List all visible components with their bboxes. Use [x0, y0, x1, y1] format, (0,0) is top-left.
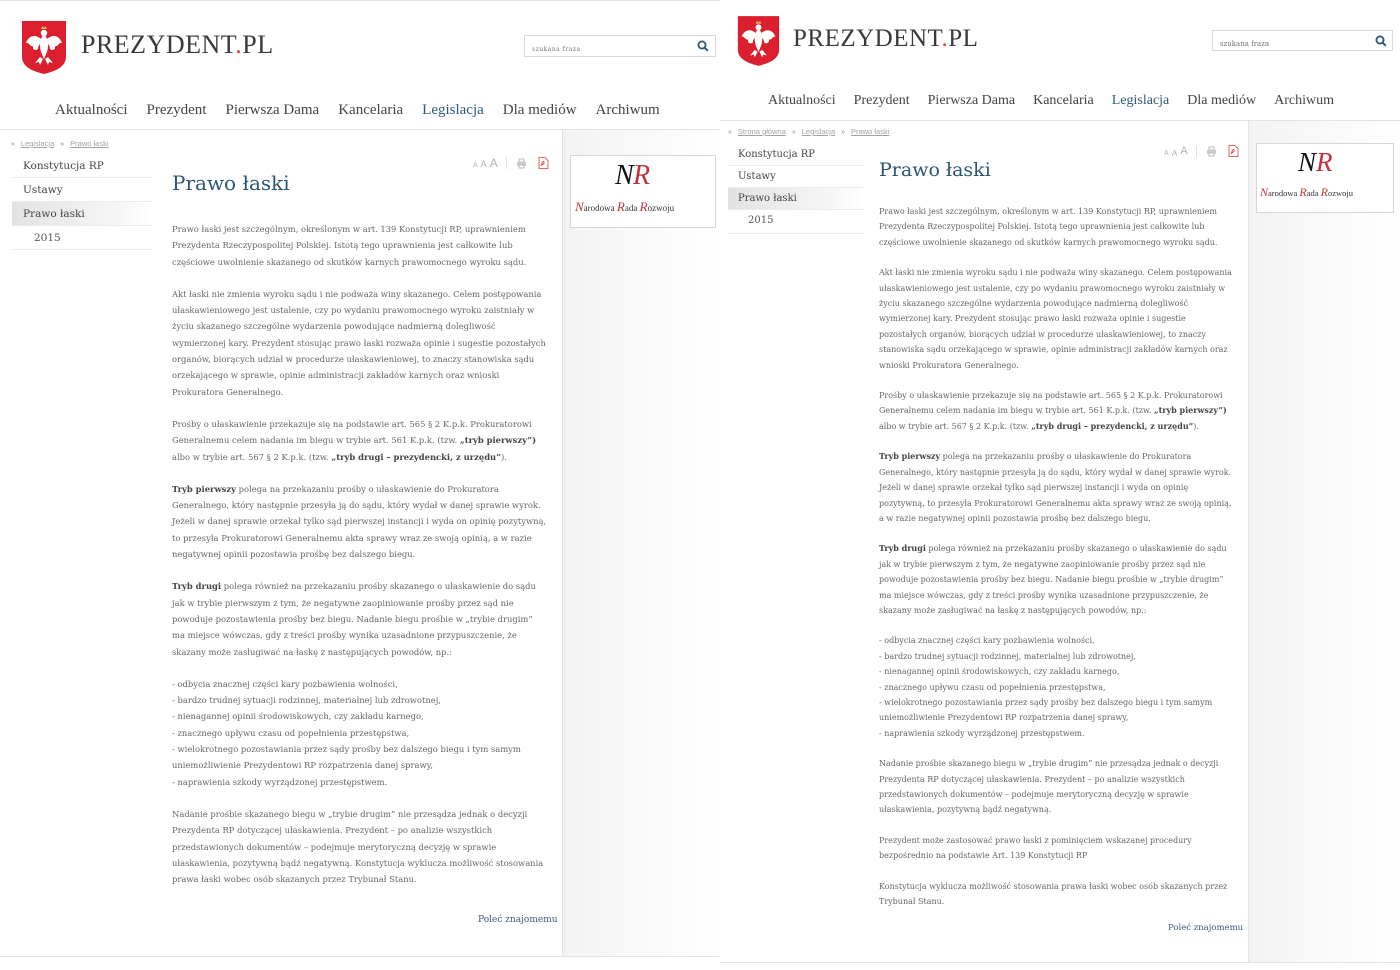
- breadcrumb: [11, 139, 109, 148]
- bold-text: „tryb drugi – prezydencki, z urzędu”: [1031, 420, 1194, 431]
- search-input[interactable]: [525, 40, 715, 60]
- paragraph: [172, 481, 547, 562]
- text: arodowa: [583, 203, 617, 213]
- site-name-tld: PL: [948, 25, 979, 52]
- search-input[interactable]: [1213, 35, 1392, 54]
- footer-divider: [720, 962, 1400, 963]
- breadcrumb-strona-glowna[interactable]: Strona główna: [737, 127, 786, 136]
- page-tools: [1164, 145, 1239, 157]
- right-sidebar: [562, 130, 720, 956]
- article-body: [172, 221, 547, 887]
- text: polega na przekazaniu prośby o ułaskawienie do Prokuratora Generalnego, który następnie przesyła ją do sądu, który wydał w danej sprawie wyrok. Jeżeli w danej sprawie orzekał tylko sąd pierwszej instancji i wyda on opinię pozytywną, to przesyła Prokuratorowi Generalnemu akta sprawy wraz ze swoją opinią, a w razie negatywnej opinii pozostawia prośbę bez dalszego biegu.: [879, 452, 1232, 523]
- pdf-icon[interactable]: [538, 157, 549, 169]
- page-title: Prawo łaski: [879, 159, 991, 181]
- nrr-name: [1260, 185, 1353, 200]
- polish-eagle-logo-icon[interactable]: [20, 19, 68, 75]
- nrr-monogram-r: R: [633, 160, 651, 191]
- text: albo w trybie art. 567 § 2 K.p.k. (tzw.: [879, 421, 1032, 431]
- nav-item-prezydent[interactable]: Prezydent: [146, 102, 207, 118]
- text: Prośby o ułaskawienie przekazuje się na podstawie art. 565 § 2 K.p.k. Prokuratorowi Generalnemu celem nadania im biegu w trybie art. 561 K.p.k. (tzw.: [172, 418, 532, 446]
- sidenav-item-prawo-laski[interactable]: Prawo łaski: [728, 188, 863, 210]
- search-box: [1212, 30, 1393, 51]
- bold-text: Tryb pierwszy: [879, 451, 941, 462]
- list-item: - bardzo trudnej sytuacji rodzinnej, materialnej lub zdrowotnej,: [172, 695, 441, 706]
- paragraph: Akt łaski nie zmienia wyroku sądu i nie podważa winy skazanego. Celem postępowania ułaskawieniowego jest ustalenie, czy po wydaniu prawomocnego wyroku zaistniały w życiu skazanego szczególne wydarzenia powodujące nadmierną dolegliwość wymierzonej kary. Prezydent stosując prawo łaski rozważa opinie i sugestie pozostałych organów, biorących udział w procedurze ułaskawieniowej, to znaczy stanowiska sądu orzekającego w sprawie, opinie administracji zakładów karnych oraz wnioski Prokuratora Generalnego.: [172, 288, 546, 397]
- list-item: - odbycia znacznej części kary pozbawienia wolności,: [879, 636, 1095, 646]
- main-navigation: [55, 102, 660, 119]
- nrr-name: [575, 199, 674, 215]
- nav-item-dla-mediow[interactable]: Dla mediów: [1187, 93, 1257, 108]
- text: polega na przekazaniu prośby o ułaskawienie do Prokuratora Generalnego, który następnie przesyła ją do sądu, który wydał w danej sprawie wyrok. Jeżeli w danej sprawie orzekał tylko sąd pierwszej instancji i wyda on opinię pozytywną, to przesyła Prokuratorowi Generalnemu akta sprawy wraz ze swoją opinią, a w razie negatywnej opinii pozostawia prośbę bez dalszego biegu.: [172, 483, 547, 560]
- nav-item-kancelaria[interactable]: Kancelaria: [338, 102, 404, 118]
- side-navigation: [12, 154, 152, 250]
- search-box: [524, 35, 716, 57]
- nav-item-pierwsza-dama[interactable]: Pierwsza Dama: [927, 93, 1016, 108]
- site-name-tld: PL: [242, 30, 274, 59]
- bold-text: „tryb pierwszy”): [459, 435, 537, 446]
- text: albo w trybie art. 567 § 2 K.p.k. (tzw.: [172, 451, 332, 462]
- paragraph: Akt łaski nie zmienia wyroku sądu i nie podważa winy skazanego. Celem postępowania ułaskawieniowego jest ustalenie, czy po wydaniu prawomocnego wyroku zaistniały w życiu skazanego szczególne wydarzenia powodujące nadmierną dolegliwość wymierzonej kary. Prezydent stosując prawo łaski rozważa opinie i sugestie pozostałych organów, biorących udział w procedurze ułaskawieniowej, to znaczy stanowiska sądu orzekającego w sprawie, opinie administracji zakładów karnych oraz wnioski Prokuratora Generalnego.: [879, 268, 1232, 370]
- nrr-monogram-r: R: [1316, 147, 1333, 177]
- breadcrumb-prawo-laski[interactable]: Prawo łaski: [70, 139, 109, 148]
- list-item: - wielokrotnego pozostawiania przez sądy prośby bez dalszego biegu i tym samym uniemożliwienie Prezydentowi RP rozpatrzenia danej sprawy,: [879, 697, 1213, 723]
- text: ada: [1306, 188, 1321, 198]
- recommend-to-friend-link[interactable]: Poleć znajomemu: [478, 915, 558, 925]
- article-body: [879, 204, 1235, 909]
- text: R: [639, 199, 648, 214]
- text: R: [616, 199, 625, 214]
- nav-item-kancelaria[interactable]: Kancelaria: [1033, 93, 1094, 108]
- text: ozwoju: [647, 203, 675, 213]
- site-name-dot: .: [235, 30, 243, 59]
- paragraph: [879, 449, 1235, 526]
- font-size-small-button[interactable]: A: [473, 162, 478, 169]
- nav-item-aktualnosci[interactable]: Aktualności: [768, 93, 836, 108]
- text: ada: [624, 203, 640, 213]
- list-item: - nienagannej opinii środowiskowych, czy zakładu karnego,: [879, 667, 1120, 677]
- nav-item-legislacja[interactable]: Legislacja: [422, 102, 484, 118]
- breadcrumb-separator: »: [791, 129, 796, 136]
- list-item: - wielokrotnego pozostawiania przez sądy prośby bez dalszego biegu i tym samym uniemożliwienie Prezydentowi RP rozpatrzenia danej sprawy,: [172, 744, 521, 771]
- printer-icon[interactable]: [1206, 146, 1217, 157]
- text: ozwoju: [1328, 188, 1354, 198]
- article-content: [879, 157, 1235, 909]
- nrr-monogram-n: N: [1298, 147, 1317, 177]
- list-item: - naprawienia szkody wyrządzonej przestępstwem.: [172, 776, 388, 787]
- right-page-screenshot: [720, 0, 1400, 970]
- site-name-dot: .: [941, 25, 949, 52]
- bold-text: „tryb pierwszy”): [1154, 405, 1227, 416]
- list-item: - bardzo trudnej sytuacji rodzinnej, materialnej lub zdrowotnej,: [879, 651, 1136, 661]
- breadcrumb-legislacja[interactable]: Legislacja: [801, 127, 836, 136]
- footer-divider: [0, 956, 720, 957]
- right-sidebar: [1248, 121, 1400, 962]
- sidenav-item-2015[interactable]: 2015: [12, 226, 152, 250]
- sidenav-item-konstytucja[interactable]: Konstytucja RP: [12, 154, 152, 178]
- polish-eagle-logo-icon[interactable]: [736, 14, 781, 67]
- list-item: - naprawienia szkody wyrządzonej przestępstwem.: [879, 728, 1085, 738]
- page-tools: [473, 157, 549, 169]
- text: R: [1299, 185, 1307, 199]
- bold-text: Tryb drugi: [879, 543, 926, 554]
- paragraph: [879, 541, 1235, 618]
- search-icon[interactable]: [697, 40, 709, 52]
- text: R: [1320, 185, 1329, 199]
- text: arodowa: [1268, 188, 1300, 198]
- font-size-large-button[interactable]: A: [1180, 145, 1188, 157]
- paragraph: Nadanie prośbie skazanego biegu w „trybie drugim” nie przesądza jednak o decyzji Prezydenta RP dotyczącej ułaskawienia. Prezydent – po analizie wszystkich przedstawionych dokumentów – podejmuje merytoryczną decyzję w sprawie ułaskawienia, pozytywną bądź negatywną.: [879, 759, 1219, 815]
- nrr-banner[interactable]: [570, 155, 716, 228]
- recommend-to-friend-link[interactable]: Poleć znajomemu: [1168, 923, 1244, 933]
- sidenav-item-ustawy[interactable]: Ustawy: [12, 178, 152, 202]
- site-name-logo[interactable]: [81, 30, 274, 60]
- bold-text: Tryb pierwszy: [172, 483, 236, 494]
- paragraph: Nadanie prośbie skazanego biegu w „trybie drugim” nie przesądza jednak o decyzji Prezydenta RP dotyczącej ułaskawienia. Prezydent – po analizie wszystkich przedstawionych dokumentów – podejmuje merytoryczną decyzję w sprawie ułaskawienia, pozytywną bądź negatywną. Konstytucja wyklucza możliwość stosowania prawa łaski wobec osób skazanych przez Trybunał Stanu.: [172, 808, 544, 885]
- nav-item-prezydent[interactable]: Prezydent: [853, 93, 910, 108]
- breadcrumb-separator: »: [728, 129, 732, 136]
- sidenav-item-ustawy[interactable]: Ustawy: [728, 166, 863, 188]
- text: Prośby o ułaskawienie przekazuje się na podstawie art. 565 § 2 K.p.k. Prokuratorowi Generalnemu celem nadania im biegu w trybie art. 561 K.p.k. (tzw.: [879, 391, 1223, 416]
- search-icon[interactable]: [1375, 35, 1387, 47]
- breadcrumb: [728, 127, 889, 136]
- site-name-main: PREZYDENT: [793, 25, 942, 52]
- bold-text: Tryb drugi: [172, 581, 222, 592]
- side-navigation: [728, 144, 863, 234]
- nav-item-legislacja[interactable]: Legislacja: [1111, 93, 1170, 108]
- paragraph: Prawo łaski jest szczególnym, określonym w art. 139 Konstytucji RP, uprawnieniem Prezydenta Rzeczypospolitej Polskiej. Istotą tego uprawnienia jest całkowite lub częściowe uwolnienie skazanego od skutków karnych prawomocnego wyroku sądu.: [172, 224, 527, 267]
- font-size-medium-button[interactable]: A: [480, 159, 487, 169]
- article-content: [172, 169, 547, 887]
- list-item: - nienagannej opinii środowiskowych, czy zakładu karnego,: [172, 711, 424, 722]
- main-navigation: [768, 93, 1334, 109]
- text: polega również na przekazaniu prośby skazanego o ułaskawienie do sądu jak w trybie pierwszym z tym, że negatywne zaopiniowanie prośby przez sąd nie powoduje pozostawienia prośby bez biegu. Nadanie biegu prośbie w „trybie drugim” ma miejsce wówczas, gdy z treści prośby wynika uzasadnione przypuszczenie, że skazany może zasługiwać na łaskę z następujących powodów, np.:: [879, 544, 1227, 615]
- paragraph: [172, 578, 547, 659]
- page-title: Prawo łaski: [172, 171, 290, 195]
- sidenav-item-prawo-laski[interactable]: Prawo łaski: [12, 202, 152, 226]
- pdf-icon[interactable]: [1228, 145, 1239, 157]
- paragraph: Konstytucja wyklucza możliwość stosowania prawa łaski wobec osób skazanych przez Trybunał Stanu.: [879, 881, 1228, 907]
- breadcrumb-separator: »: [11, 141, 15, 148]
- list-item: - odbycia znacznej części kary pozbawienia wolności,: [172, 678, 398, 689]
- nrr-monogram-n: N: [615, 160, 634, 191]
- site-name-main: PREZYDENT: [81, 30, 236, 59]
- site-name-logo[interactable]: [793, 25, 978, 53]
- breadcrumb-prawo-laski[interactable]: Prawo łaski: [851, 127, 890, 136]
- paragraph: [879, 388, 1235, 434]
- paragraph: Prawo łaski jest szczególnym, określonym w art. 139 Konstytucji RP, uprawnieniem Prezydenta Rzeczypospolitej Polskiej. Istotą tego uprawnienia jest całkowite lub częściowe uwolnienie skazanego od skutków karnych prawomocnego wyroku sądu.: [879, 207, 1218, 247]
- nav-item-archiwum[interactable]: Archiwum: [1274, 93, 1334, 108]
- bold-text: „tryb drugi – prezydencki, z urzędu”: [331, 451, 501, 462]
- nav-item-archiwum[interactable]: Archiwum: [595, 102, 660, 118]
- nav-item-pierwsza-dama[interactable]: Pierwsza Dama: [225, 102, 320, 118]
- breadcrumb-separator: »: [60, 141, 65, 148]
- nav-item-dla-mediow[interactable]: Dla mediów: [502, 102, 577, 118]
- list-item: - znacznego upływu czasu od popełnienia przestępstwa,: [172, 727, 410, 738]
- paragraph: [172, 416, 547, 465]
- sidenav-item-konstytucja[interactable]: Konstytucja RP: [728, 144, 863, 166]
- text: polega również na przekazaniu prośby skazanego o ułaskawienie do sądu jak w trybie pierwszym z tym, że negatywne zaopiniowanie prośby przez sąd nie powoduje pozostawienia prośby bez biegu. Nadanie biegu prośbie w „trybie drugim” ma miejsce wówczas, gdy z treści prośby wynika uzasadnione przypuszczenie, że skazany może zasługiwać na łaskę z następujących powodów, np.:: [172, 581, 536, 657]
- paragraph: Prezydent może zastosować prawo łaski z pominięciem wskazanej procedury bezpośrednio na podstawie Art. 139 Konstytucji RP: [879, 835, 1192, 861]
- breadcrumb-separator: »: [841, 129, 846, 136]
- sidenav-item-2015[interactable]: 2015: [728, 210, 863, 234]
- printer-icon[interactable]: [516, 158, 527, 169]
- tools-divider: [1196, 146, 1197, 157]
- font-size-large-button[interactable]: A: [489, 156, 498, 170]
- tools-divider: [506, 157, 507, 169]
- font-size-small-button[interactable]: A: [1164, 150, 1169, 157]
- nrr-banner[interactable]: [1256, 143, 1394, 213]
- list-item: - znacznego upływu czasu od popełnienia przestępstwa,: [879, 682, 1106, 692]
- font-size-medium-button[interactable]: A: [1171, 147, 1178, 158]
- text: ).: [1193, 421, 1199, 431]
- text: N: [1260, 185, 1269, 199]
- text: ).: [500, 451, 507, 462]
- text: N: [575, 199, 584, 214]
- nav-item-aktualnosci[interactable]: Aktualności: [55, 102, 128, 118]
- breadcrumb-legislacja[interactable]: Legislacja: [20, 139, 55, 148]
